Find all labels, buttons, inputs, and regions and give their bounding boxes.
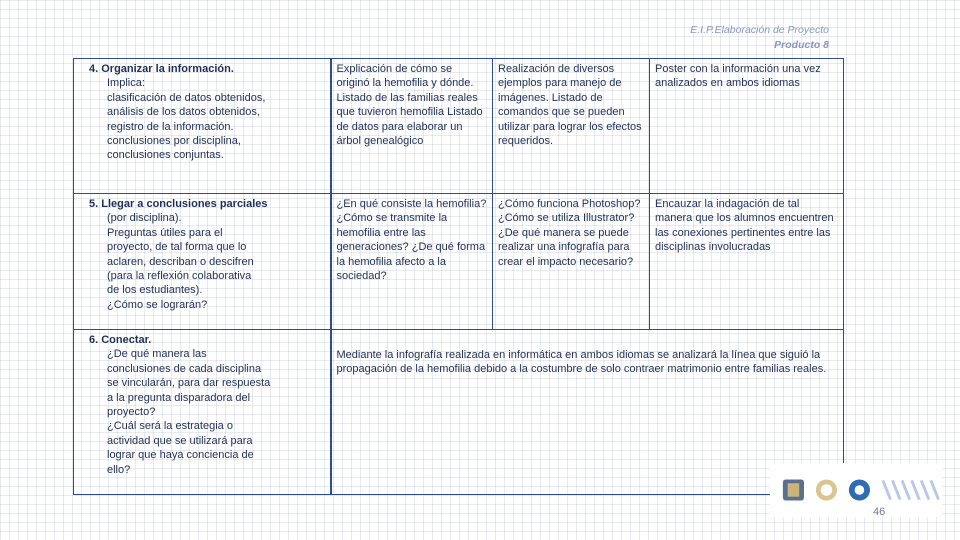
row4-line: clasificación de datos obtenidos, bbox=[107, 91, 266, 104]
page-number: 46 bbox=[873, 506, 886, 518]
header-project-title: E.I.P.Elaboración de Proyecto bbox=[690, 24, 829, 36]
ccc-logo-icon bbox=[846, 476, 873, 504]
row6-line: actividad que se utilizará para bbox=[107, 434, 253, 447]
table-row bbox=[74, 194, 844, 330]
row6-line: lograr que haya conciencia de bbox=[107, 449, 254, 462]
row6-line: ¿De qué manera las bbox=[107, 348, 207, 361]
row5-history-cell: ¿En qué consiste la hemofilia? ¿Cómo se transmite la hemofilia entre las generaciones? ¿De qué forma la hemofilia afecto a la sociedad? bbox=[331, 194, 493, 330]
row4-line: análisis de los datos obtenidos, bbox=[107, 106, 260, 119]
row4-line: registro de la información. bbox=[107, 120, 234, 133]
row6-line: a la pregunta disparadora del bbox=[107, 391, 251, 404]
row5-line: de los estudiantes). bbox=[107, 284, 203, 297]
row4-line: conclusiones conjuntas. bbox=[107, 149, 224, 162]
row6-line: proyecto? bbox=[107, 406, 156, 419]
row4-english-cell: Poster con la información una vez analizados en ambos idiomas bbox=[650, 59, 844, 194]
row5-step-cell bbox=[74, 194, 331, 330]
table-row bbox=[74, 330, 844, 495]
row4-title: 4. Organizar la información. bbox=[89, 63, 234, 75]
row6-title: 6. Conectar. bbox=[89, 334, 152, 346]
row5-title: 5. Llegar a conclusiones parciales bbox=[89, 198, 268, 210]
project-table bbox=[73, 58, 844, 495]
anniversary-50-icon bbox=[813, 476, 840, 504]
row4-line: Implica: bbox=[107, 77, 145, 90]
table-row bbox=[74, 59, 844, 194]
row4-line: conclusiones por disciplina, bbox=[107, 135, 241, 148]
row5-line: (para la reflexión colaborativa bbox=[107, 270, 252, 283]
footer-logos bbox=[770, 463, 942, 517]
unam-crest-icon bbox=[780, 476, 807, 504]
row6-line: se vincularán, para dar respuesta bbox=[107, 377, 271, 390]
row4-history-cell: Explicación de cómo se originó la hemofilia y dónde. Listado de las familias reales que tuvieron hemofilia Listado de datos para elaborar un árbol genealógico bbox=[331, 59, 493, 194]
row6-line: ¿Cuál será la estrategia o bbox=[107, 420, 233, 433]
row5-line: proyecto, de tal forma que lo bbox=[107, 241, 247, 254]
row4-informatics-cell: Realización de diversos ejemplos para manejo de imágenes. Listado de comandos que se pueden utilizar para lograr los efectos requeridos. bbox=[493, 59, 650, 194]
row5-line: Preguntas útiles para el bbox=[107, 226, 223, 239]
row5-line: aclaren, describan o descifren bbox=[107, 255, 254, 268]
row5-line: (por disciplina). bbox=[107, 212, 182, 225]
row4-step-cell bbox=[74, 59, 331, 194]
header-product-label: Producto 8 bbox=[774, 39, 829, 51]
row6-line: ello? bbox=[107, 463, 131, 476]
row6-step-cell bbox=[74, 330, 331, 495]
row5-line: ¿Cómo se lograrán? bbox=[107, 298, 208, 311]
stripes-logo-icon bbox=[879, 476, 942, 504]
row6-line: conclusiones de cada disciplina bbox=[107, 362, 262, 375]
row6-merged-cell: Mediante la infografía realizada en informática en ambos idiomas se analizará la línea que siguió la propagación de la hemofilia debido a la costumbre de solo contraer matrimonio entre familias reales. bbox=[331, 330, 844, 495]
row5-english-cell: Encauzar la indagación de tal manera que los alumnos encuentren las conexiones pertinentes entre las disciplinas involucradas bbox=[650, 194, 844, 330]
row5-informatics-cell: ¿Cómo funciona Photoshop? ¿Cómo se utiliza Illustrator? ¿De qué manera se puede realizar una infografía para crear el impacto necesario? bbox=[493, 194, 650, 330]
